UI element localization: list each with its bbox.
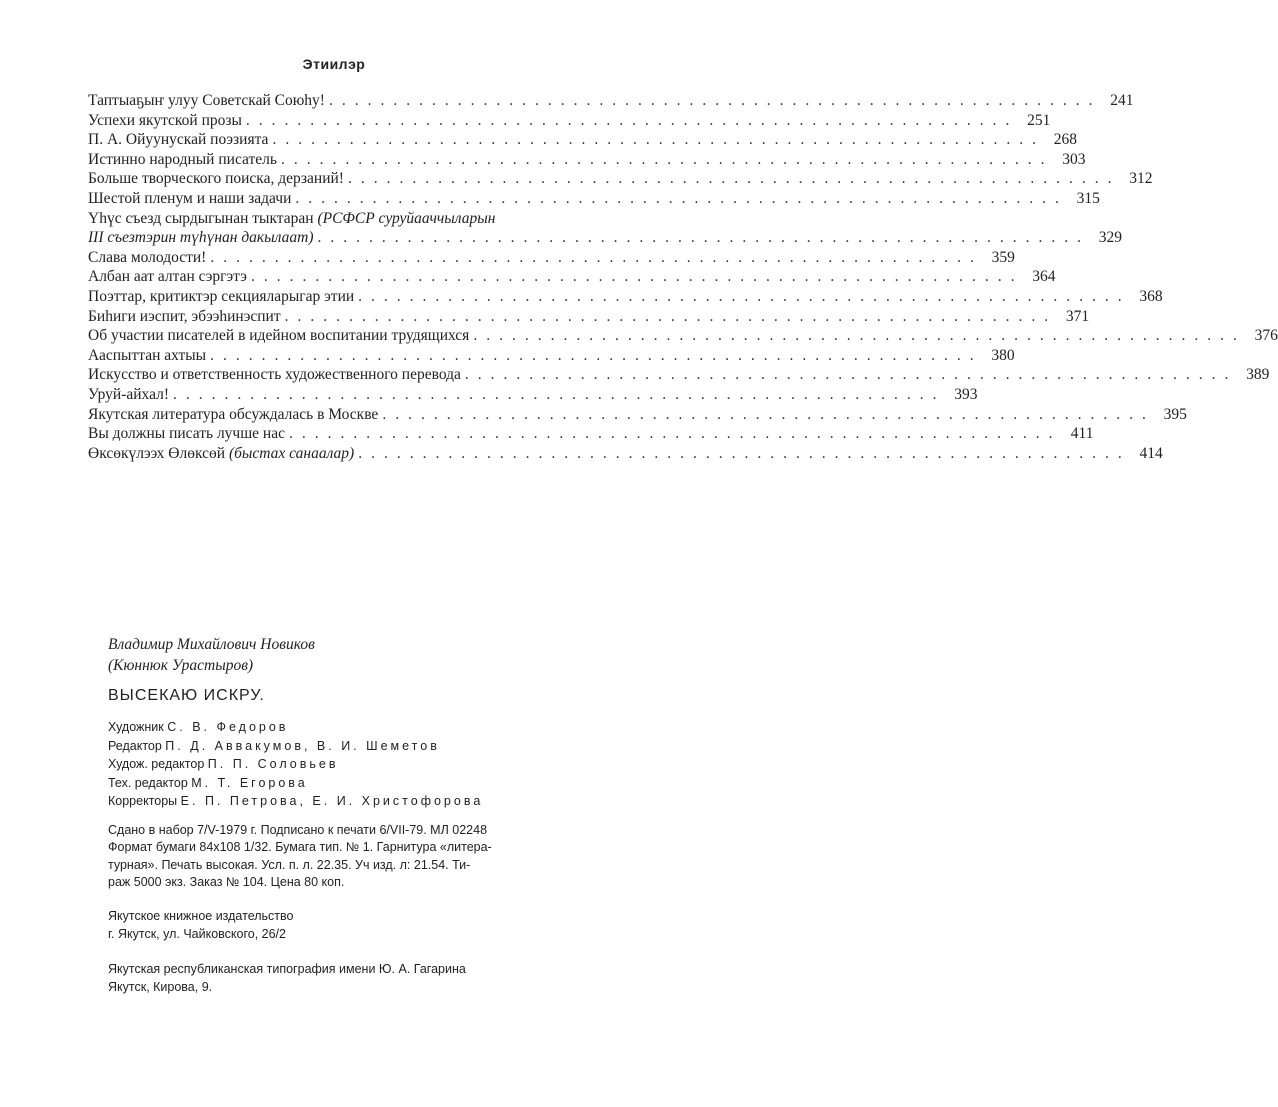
toc-entry-title: П. А. Ойуунускай поэзията	[88, 131, 269, 149]
toc-entry	[88, 267, 1056, 287]
toc-entry	[88, 248, 1015, 268]
toc-entry-title: Өксөкүлээх Өлөксөй (быстах санаалар)	[88, 444, 355, 462]
toc-page-number: 395	[1163, 405, 1187, 423]
colophon	[108, 634, 638, 997]
toc-entry	[88, 130, 1077, 150]
toc-entry	[88, 169, 1153, 189]
credit-line	[108, 755, 638, 774]
toc-entry	[88, 307, 1090, 327]
credit-line	[108, 718, 638, 737]
credit-role: Редактор	[108, 738, 162, 753]
toc-entry-title: Больше творческого поиска, дерзаний!	[88, 170, 344, 188]
toc-page-number: 414	[1139, 444, 1163, 462]
publisher-line: г. Якутск, ул. Чайковского, 26/2	[108, 927, 286, 941]
toc-page-number: 303	[1062, 150, 1086, 168]
toc-leader-dots: ............................................................	[245, 111, 1019, 129]
credit-names: С. В. Федоров	[167, 720, 289, 734]
toc-leader-dots: ............................................................	[284, 307, 1058, 325]
toc-entry	[88, 346, 1015, 366]
credits-list	[108, 718, 638, 811]
toc-page-number: 315	[1076, 189, 1100, 207]
toc-leader-dots: ............................................................	[347, 170, 1121, 188]
credit-names: П. Д. Аввакумов, В. И. Шеметов	[165, 738, 440, 753]
toc-page-number: 368	[1139, 287, 1163, 305]
toc-leader-dots: ............................................................	[272, 131, 1045, 149]
imprint-block	[108, 822, 638, 892]
section-title: Этиилэр	[302, 56, 366, 72]
toc-leader-dots: ............................................................	[317, 229, 1090, 247]
toc-leader-dots: ............................................................	[210, 248, 983, 266]
toc-entry-title: Искусство и ответственность художественного перевода	[88, 366, 461, 384]
author-pseudonym: (Кюннюк Урастыров)	[108, 657, 254, 674]
toc-entry-title: Таптыаҕыҥ улуу Советскай Союһу!	[88, 92, 325, 109]
toc-leader-dots: ............................................................	[288, 425, 1062, 443]
toc-page-number: 241	[1110, 92, 1134, 109]
credit-role: Тех. редактор	[108, 775, 188, 790]
printer-block	[108, 960, 638, 997]
toc-entry-title: Успехи якутской прозы	[88, 111, 242, 129]
toc-entry	[88, 365, 1270, 385]
imprint-line: Сдано в набор 7/V-1979 г. Подписано к печати 6/VII-79. МЛ 02248	[108, 822, 488, 837]
toc-leader-dots: ............................................................	[464, 366, 1238, 384]
toc-entry	[88, 287, 1163, 307]
publisher-block	[108, 907, 638, 944]
credit-line	[108, 737, 638, 756]
toc-page-number: 389	[1246, 366, 1270, 384]
toc-entry-title: Якутская литература обсуждалась в Москве	[88, 405, 379, 423]
toc-leader-dots: ............................................................	[250, 268, 1024, 286]
toc-leader-dots: ............................................................	[382, 405, 1155, 423]
toc-page-number: 251	[1027, 111, 1051, 129]
toc-page-number: 371	[1065, 307, 1090, 325]
toc-page-number: 376	[1254, 327, 1278, 345]
toc-entry	[88, 326, 1278, 346]
imprint-line: турная». Печать высокая. Усл. п. л. 22.35. Уч изд. л: 21.54. Ти-	[108, 857, 471, 872]
toc-entry-title: Албан аат алтан сэргэтэ	[88, 268, 247, 286]
credit-line	[108, 774, 638, 793]
toc-page-number: 312	[1129, 170, 1153, 188]
toc-entry	[88, 385, 978, 405]
toc-page-number: 268	[1053, 131, 1077, 149]
toc-entry	[88, 405, 1187, 425]
toc-entry-title: Вы должны писать лучше нас	[88, 425, 285, 443]
toc-leader-dots: ............................................................	[280, 150, 1054, 168]
toc-page-number: 359	[991, 248, 1015, 266]
imprint-line: Формат бумаги 84x108 1/32. Бумага тип. № 1. Гарнитура «литера-	[108, 840, 492, 854]
toc-entry	[88, 228, 1122, 248]
credit-role: Корректоры	[108, 794, 178, 808]
toc-leader-dots: ............................................................	[173, 385, 946, 403]
toc-entry	[88, 424, 1094, 444]
toc-entry	[88, 91, 1134, 111]
toc-leader-dots: ............................................................	[210, 346, 983, 364]
toc-entry-title: Биһиги иэспит, эбээһинэспит	[88, 307, 281, 325]
imprint-line: раж 5000 экз. Заказ № 104. Цена 80 коп.	[108, 875, 345, 889]
toc-entry-title: Ааспыттан ахтыы	[88, 346, 207, 364]
toc-page-number: 411	[1070, 425, 1094, 443]
toc-entry	[88, 444, 1163, 464]
toc-entry-title: Об участии писателей в идейном воспитании трудящихся	[88, 327, 470, 345]
table-of-contents	[88, 91, 1278, 463]
author-name: Владимир Михайлович Новиков	[108, 636, 315, 653]
credit-line	[108, 792, 638, 811]
toc-page-number: 393	[954, 385, 978, 403]
toc-entry	[88, 111, 1051, 131]
toc-entry-title: Поэттар, критиктэр секцияларыгар этии	[88, 287, 355, 305]
toc-leader-dots: ............................................................	[358, 444, 1131, 462]
toc-page-number: 380	[991, 346, 1015, 364]
toc-entry-title: Уруй-айхал!	[88, 385, 169, 403]
toc-entry	[88, 150, 1086, 170]
credit-role: Худож. редактор	[108, 757, 205, 771]
toc-entry-title: III съезтэрин түһүнан дакылаат)	[88, 229, 314, 247]
toc-entry	[88, 209, 634, 229]
toc-entry	[88, 189, 1100, 209]
publisher-line: Якутское книжное издательство	[108, 908, 294, 923]
toc-leader-dots: ............................................................	[473, 327, 1246, 345]
credit-names: П. П. Соловьев	[207, 757, 339, 771]
toc-entry-title: Үһүс съезд сырдыгынан тыктаран (РСФСР суруйааччыларын	[88, 209, 496, 227]
toc-page-number: 364	[1032, 268, 1056, 286]
credit-names: Е. П. Петрова, Е. И. Христофорова	[180, 794, 484, 808]
credit-role: Художник	[108, 720, 164, 734]
toc-leader-dots: ............................................................	[295, 189, 1068, 207]
printer-line: Якутская республиканская типография имени Ю. А. Гагарина	[108, 961, 466, 976]
credit-names: М. Т. Егорова	[191, 775, 308, 790]
book-title: ВЫСЕКАЮ ИСКРУ.	[108, 687, 265, 704]
toc-entry-title: Истинно народный писатель	[88, 150, 277, 168]
toc-leader-dots: ............................................................	[328, 92, 1102, 109]
toc-entry-title: Шестой пленум и наши задачи	[88, 189, 292, 207]
toc-page-number: 329	[1098, 229, 1122, 247]
toc-leader-dots: ............................................................	[358, 287, 1131, 305]
printer-line: Якутск, Кирова, 9.	[108, 980, 213, 994]
toc-entry-title: Слава молодости!	[88, 248, 207, 266]
